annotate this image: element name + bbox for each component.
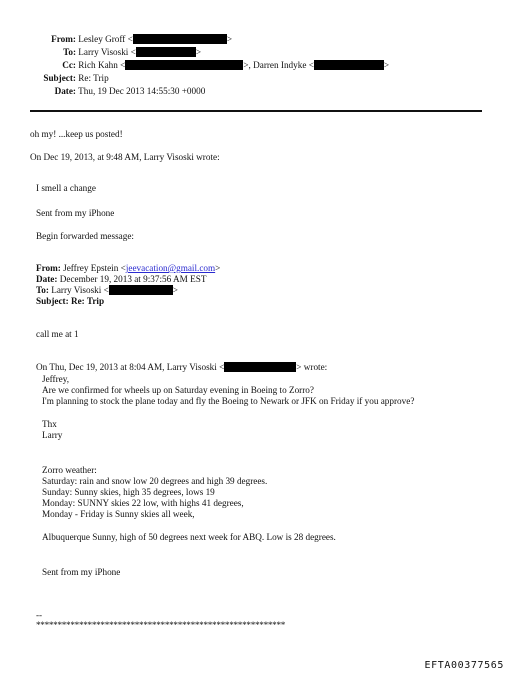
inner-thx: Thx [42, 419, 57, 429]
fwd-from-value: Jeffrey Epstein < [63, 263, 126, 273]
forwarded-notice: Begin forwarded message: [36, 231, 134, 241]
fwd-date-label: Date: [36, 274, 58, 284]
fwd-date-row [36, 274, 206, 285]
redaction-bar [314, 60, 384, 70]
header-to-row: To: Larry Visoski < > [30, 47, 201, 58]
fwd-from-label: From: [36, 263, 61, 273]
fwd-subject-row [36, 296, 104, 307]
redaction-bar [136, 47, 196, 57]
header-divider [30, 110, 482, 112]
cc-value-2: >, Darren Indyke < [243, 60, 314, 70]
fwd-to-label: To: [36, 285, 49, 295]
fwd-date-value: December 19, 2013 at 9:37:56 AM EST [59, 274, 207, 284]
weather-line: Monday - Friday is Sunny skies all week, [42, 509, 195, 519]
header-cc-row: Cc: Rich Kahn < >, Darren Indyke < > [30, 60, 389, 71]
fwd-to-row: To: Larry Visoski < > [36, 285, 178, 295]
fwd-subject-label: Subject: [36, 296, 69, 306]
quote-attribution: On Dec 19, 2013, at 9:48 AM, Larry Visoski wrote: [30, 152, 220, 162]
weather-line: Monday: SUNNY skies 22 low, with highs 41 degrees, [42, 498, 244, 508]
weather-heading: Zorro weather: [42, 465, 97, 475]
fwd-from-row: From: Jeffrey Epstein <jeevacation@gmail.com> [36, 263, 221, 273]
redaction-bar [109, 285, 173, 295]
subject-label: Subject: [43, 73, 76, 83]
to-value: Larry Visoski < [78, 47, 136, 57]
subject-value: Re: Trip [78, 73, 109, 83]
document-stamp: EFTA00377565 [424, 660, 504, 671]
footer-dashes: -- [36, 610, 43, 620]
cc-value-1: Rich Kahn < [78, 60, 126, 70]
abq-weather: Albuquerque Sunny, high of 50 degrees next week for ABQ. Low is 28 degrees. [42, 532, 336, 542]
inner-line: I'm planning to stock the plane today and fly the Boeing to Newark or JFK on Friday if you approve? [42, 396, 415, 406]
cc-label: Cc: [62, 60, 76, 70]
quoted-text: I smell a change [36, 183, 96, 193]
signature-iphone: Sent from my iPhone [42, 567, 121, 577]
from-value: Lesley Groff < [78, 34, 133, 44]
redaction-bar [133, 34, 227, 44]
signature-iphone: Sent from my iPhone [36, 208, 115, 218]
fwd-message: call me at 1 [36, 329, 79, 339]
fwd-to-value: Larry Visoski < [51, 285, 109, 295]
from-label: From: [51, 34, 76, 44]
date-value: Thu, 19 Dec 2013 14:55:30 +0000 [78, 86, 206, 96]
date-label: Date: [54, 86, 76, 96]
fwd-email-link[interactable]: jeevacation@gmail.com [125, 263, 216, 273]
weather-line: Saturday: rain and snow low 20 degrees and high 39 degrees. [42, 476, 268, 486]
reply-text: oh my! ...keep us posted! [30, 129, 123, 139]
inner-attribution: On Thu, Dec 19, 2013 at 8:04 AM, Larry Visoski < > wrote: [36, 362, 328, 372]
fwd-subject-value: Re: Trip [70, 296, 105, 306]
inner-line: Are we confirmed for wheels up on Saturday evening in Boeing to Zorro? [42, 385, 314, 395]
header-date-row [30, 86, 205, 97]
to-label: To: [63, 47, 76, 57]
weather-line: Sunday: Sunny skies, high 35 degrees, lows 19 [42, 487, 215, 497]
redaction-bar [224, 362, 296, 372]
inner-line: Jeffrey, [42, 374, 70, 384]
header-from-row: From: Lesley Groff < > [30, 34, 232, 45]
redaction-bar [125, 60, 243, 70]
footer-stars: ********************************************************** [36, 620, 286, 630]
inner-signature: Larry [42, 430, 63, 440]
header-subject-row [30, 73, 109, 84]
